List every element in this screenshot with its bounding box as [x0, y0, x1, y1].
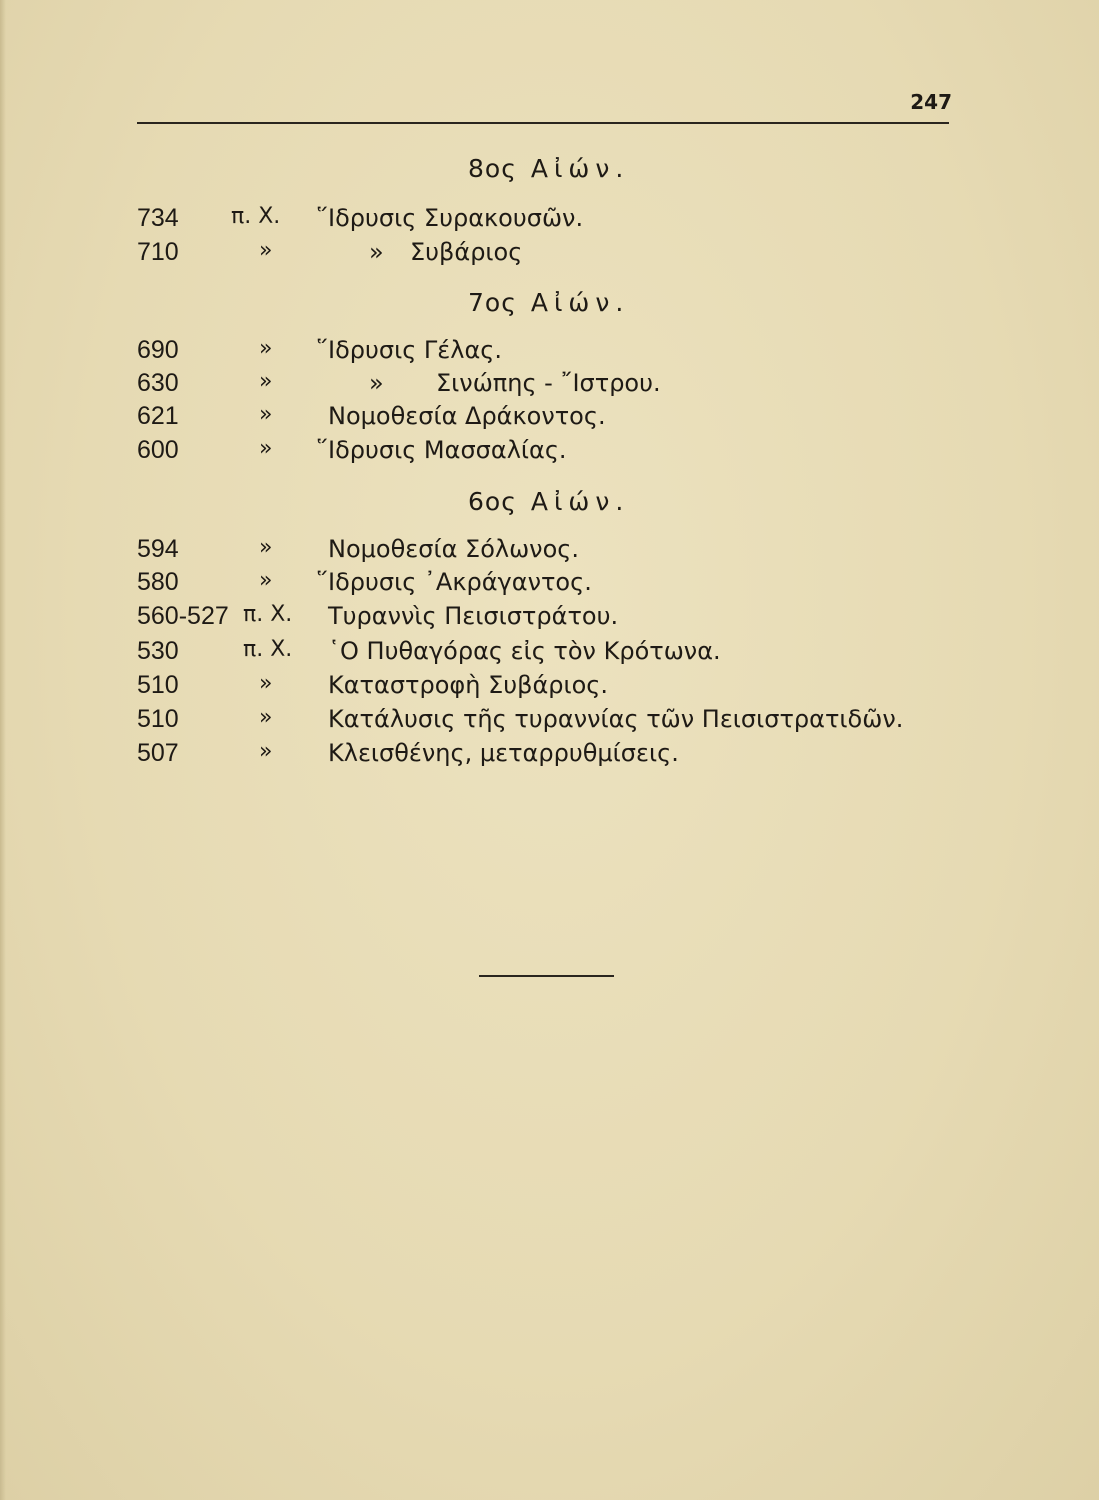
year: 621: [137, 402, 179, 430]
era-marker: π. Χ.: [243, 637, 293, 662]
era-marker: »: [259, 535, 273, 560]
era-marker: »: [259, 705, 273, 730]
year: 510: [137, 671, 179, 699]
event-text: Τυραννὶς Πεισιστράτου.: [328, 602, 619, 630]
year: 507: [137, 739, 179, 767]
event-text: ῾Ο Πυθαγόρας εἰς τὸν Κρότωνα.: [328, 637, 721, 665]
event-text: Κλεισθένης, μεταρρυθμίσεις.: [328, 739, 679, 767]
era-marker: »: [259, 739, 273, 764]
event-text: ῞Ιδρυσις Συρακουσῶν.: [316, 204, 584, 232]
era-marker: »: [259, 238, 273, 263]
section-aion-label: Αἰών.: [530, 288, 630, 317]
era-marker: »: [259, 671, 273, 696]
section-heading-6th-century: [468, 487, 629, 516]
year: 734: [137, 204, 179, 232]
event-text: Καταστροφὴ Συβάριος.: [328, 671, 609, 699]
end-rule: [479, 975, 614, 977]
section-ordinal: 8ος: [468, 154, 517, 183]
event-text: Κατάλυσις τῆς τυραννίας τῶν Πεισιστρατιδῶν.: [328, 705, 904, 733]
year: 560-527: [137, 602, 229, 630]
header-rule: [137, 122, 949, 124]
event-text: Συβάριος: [410, 238, 523, 266]
section-aion-label: Αἰών.: [530, 154, 630, 183]
section-heading-7th-century: [468, 288, 629, 317]
page-number: 247: [910, 90, 952, 114]
section-ordinal: 7ος: [468, 288, 517, 317]
event-text: Σινώπης - ῎Ιστρου.: [436, 369, 661, 397]
section-aion-label: Αἰών.: [530, 487, 630, 516]
year: 600: [137, 436, 179, 464]
year: 594: [137, 535, 179, 563]
section-heading-8th-century: [468, 154, 629, 183]
year: 710: [137, 238, 179, 266]
era-marker: π. Χ.: [231, 204, 281, 229]
ditto-mark: »: [369, 369, 384, 397]
year: 630: [137, 369, 179, 397]
year: 690: [137, 336, 179, 364]
event-text: Νομοθεσία Σόλωνος.: [328, 535, 579, 563]
year: 530: [137, 637, 179, 665]
era-marker: »: [259, 568, 273, 593]
page-edge-shadow: [0, 0, 6, 1500]
year: 510: [137, 705, 179, 733]
era-marker: π. Χ.: [243, 602, 293, 627]
era-marker: »: [259, 402, 273, 427]
era-marker: »: [259, 436, 273, 461]
event-text: Νομοθεσία Δράκοντος.: [328, 402, 606, 430]
year: 580: [137, 568, 179, 596]
era-marker: »: [259, 369, 273, 394]
ditto-mark: »: [369, 238, 384, 266]
era-marker: »: [259, 336, 273, 361]
event-text: ῞Ιδρυσις Μασσαλίας.: [316, 436, 567, 464]
section-ordinal: 6ος: [468, 487, 517, 516]
event-text: ῞Ιδρυσις Γέλας.: [316, 336, 503, 364]
event-text: ῞Ιδρυσις ᾿Ακράγαντος.: [316, 568, 592, 596]
